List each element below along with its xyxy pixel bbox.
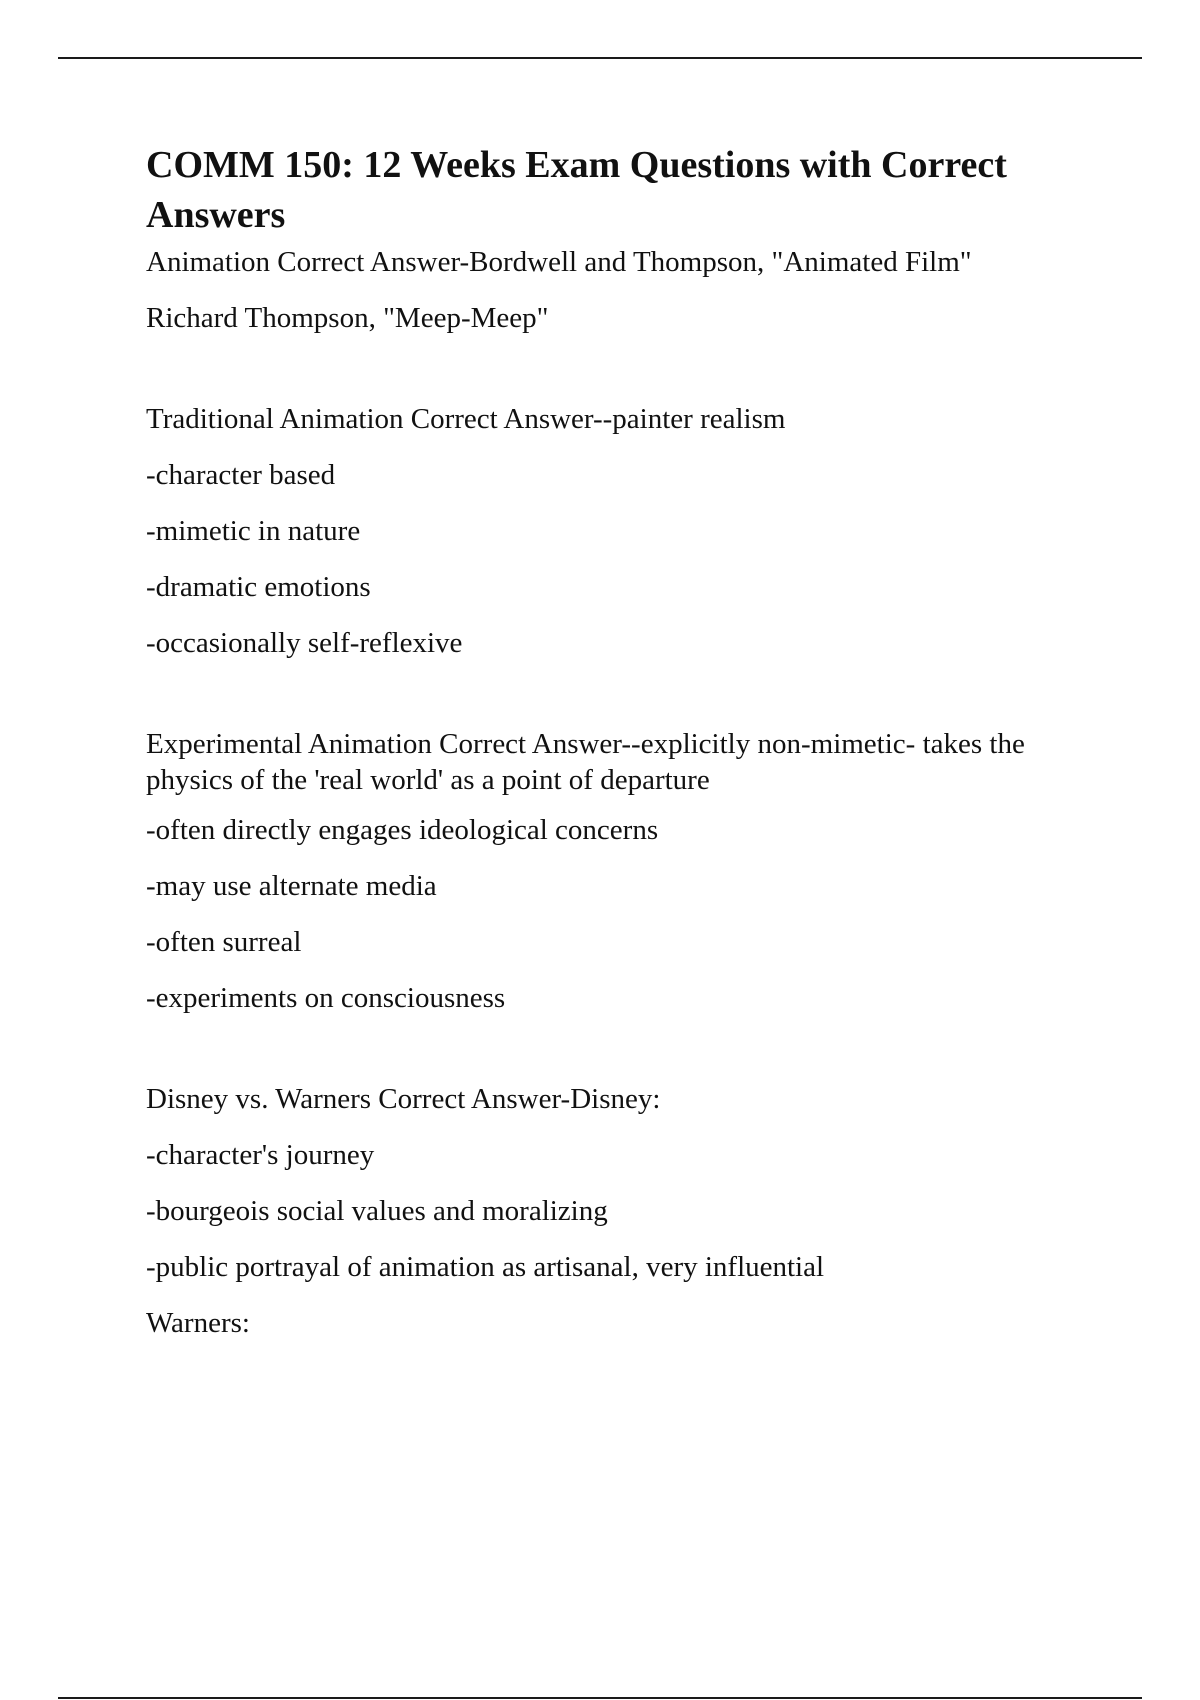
document-body bbox=[146, 140, 1106, 1361]
answer-line: -character based bbox=[146, 459, 336, 491]
section-disney-vs-warners bbox=[146, 1081, 1106, 1341]
answer-line: -character's journey bbox=[146, 1139, 375, 1171]
section-gap bbox=[146, 681, 1106, 726]
answer-line: -occasionally self-reflexive bbox=[146, 627, 463, 659]
answer-line: -bourgeois social values and moralizing bbox=[146, 1195, 608, 1227]
answer-line: Warners: bbox=[146, 1307, 250, 1339]
section-traditional-animation bbox=[146, 401, 1106, 661]
question-line: Experimental Animation Correct Answer--explicitly non-mimetic- takes the physics of the 'real world' as a point of departure bbox=[146, 728, 1025, 796]
answer-line: -dramatic emotions bbox=[146, 571, 371, 603]
answer-line: -may use alternate media bbox=[146, 870, 437, 902]
answer-line: -often directly engages ideological concerns bbox=[146, 814, 659, 846]
answer-line: -experiments on consciousness bbox=[146, 982, 506, 1014]
question-line: Traditional Animation Correct Answer--painter realism bbox=[146, 403, 786, 435]
answer-line: Richard Thompson, "Meep-Meep" bbox=[146, 302, 549, 334]
question-line: Disney vs. Warners Correct Answer-Disney: bbox=[146, 1083, 661, 1115]
bottom-rule bbox=[58, 1697, 1142, 1699]
document-title: COMM 150: 12 Weeks Exam Questions with Correct Answers bbox=[146, 144, 1007, 236]
answer-line: -public portrayal of animation as artisanal, very influential bbox=[146, 1251, 825, 1283]
section-animation bbox=[146, 244, 1106, 336]
section-gap bbox=[146, 356, 1106, 401]
question-line: Animation Correct Answer-Bordwell and Thompson, "Animated Film" bbox=[146, 246, 972, 278]
section-experimental-animation bbox=[146, 726, 1106, 1016]
answer-line: -often surreal bbox=[146, 926, 302, 958]
top-rule bbox=[58, 57, 1142, 59]
section-gap bbox=[146, 1036, 1106, 1081]
answer-line: -mimetic in nature bbox=[146, 515, 361, 547]
